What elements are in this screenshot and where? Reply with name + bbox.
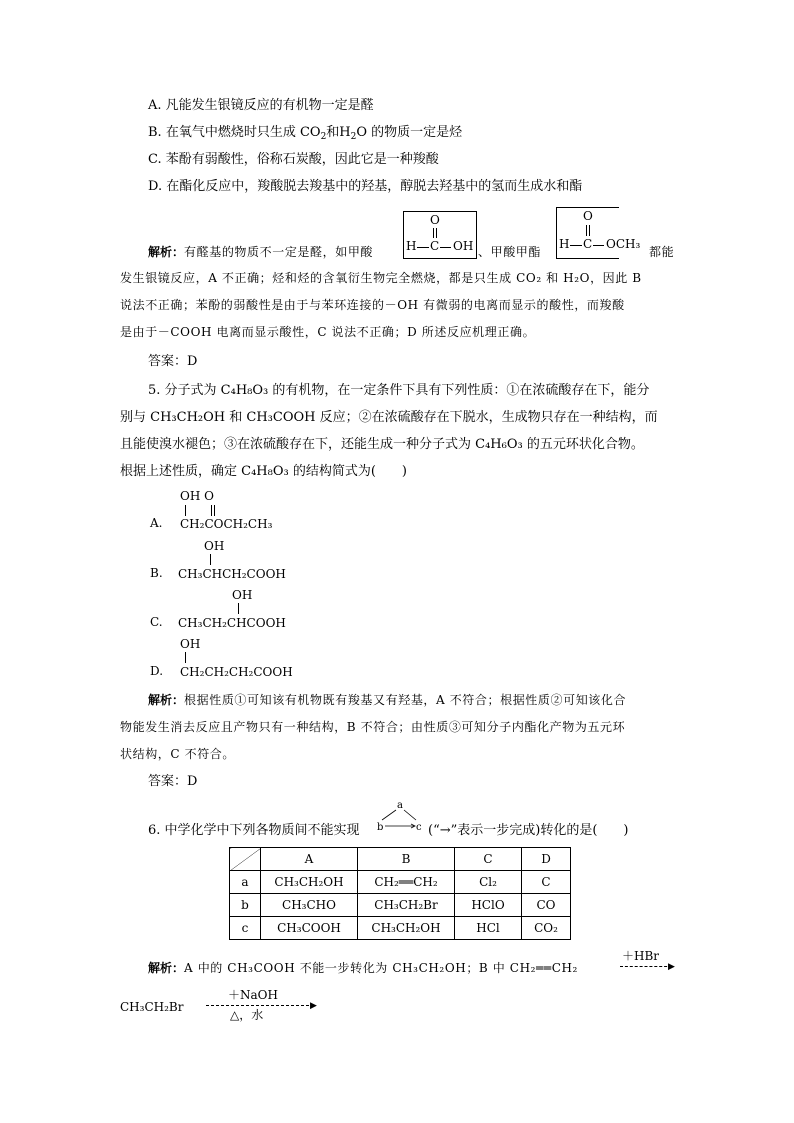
q5-analysis-line2: 物能发生消去反应且产物只有一种结构，B 不符合；由性质③可知分子内酯化产物为五元环	[120, 720, 626, 734]
q5-b-label: B.	[150, 566, 163, 580]
table-cell: CO₂	[522, 917, 571, 940]
q6-diagram-c: c	[416, 822, 422, 833]
mf-c: C	[583, 237, 593, 251]
q6-cycle-diagram	[376, 798, 424, 838]
table-cell: a	[230, 871, 261, 894]
q6-diagram-a: a	[397, 800, 403, 811]
q6-line1-post: (“→”表示一步完成)转化的是( )	[428, 823, 629, 838]
q5-analysis-label: 解析：	[148, 693, 185, 707]
q6-arrow2-head: ▶	[310, 1001, 317, 1011]
q5-answer-value: D	[187, 774, 198, 789]
table-header-cell: B	[358, 848, 455, 871]
q5-c-label: C.	[150, 615, 163, 629]
q4-analysis-line2: 发生银镜反应，A 不正确；烃和烃的含氧衍生物完全燃烧，都是只生成 CO₂ 和 H₂O，因此 B	[120, 271, 642, 285]
q4-option-b-pre: B. 在氧气中燃烧时只生成 CO	[148, 125, 321, 140]
q5-c-top: OH	[232, 588, 253, 602]
q4-analysis-line3: 说法不正确；苯酚的弱酸性是由于与苯环连接的－OH 有微弱的电离而显示的酸性，而羧酸	[120, 298, 625, 312]
q4-analysis-end: 都能	[649, 245, 675, 259]
q5-c-bond	[238, 603, 239, 614]
q5-analysis-text1: 根据性质①可知该有机物既有羧基又有羟基，A 不符合；根据性质②可知该化合	[184, 693, 627, 707]
formic-bond1	[417, 247, 429, 248]
table-header-cell: C	[455, 848, 522, 871]
mf-o: O	[583, 209, 593, 223]
q5-a-bond3	[214, 505, 215, 516]
table-cell: CH₃CH₂OH	[261, 871, 358, 894]
formic-acid-structure	[403, 211, 477, 259]
table-cell: CO	[522, 894, 571, 917]
q5-b-main: CH₃CHCH₂COOH	[178, 567, 286, 581]
q6-analysis-label: 解析：	[148, 961, 185, 975]
table-cell: Cl₂	[455, 871, 522, 894]
q5-a-bond1	[185, 505, 186, 516]
q4-option-b: B. 在氧气中燃烧时只生成 $CO_2$和$H_2O$ 的物质一定是烃	[148, 125, 463, 142]
table-cell: C	[522, 871, 571, 894]
q6-arrow2-reagent: ＋NaOH	[228, 988, 278, 1002]
q4-option-b-mid: 和H	[326, 125, 351, 140]
q6-analysis-line1	[148, 958, 578, 978]
formic-h: H	[406, 239, 417, 253]
table-row	[230, 871, 571, 894]
q6-analysis-text1: A 中的 CH₃COOH 不能一步转化为 CH₃CH₂OH；B 中 CH₂══CH₂	[184, 961, 578, 975]
q5-analysis-line3: 状结构，C 不符合。	[120, 747, 235, 761]
q4-option-d: D. 在酯化反应中，羧酸脱去羧基中的羟基，醇脱去羟基中的氢而生成水和酯	[148, 179, 583, 194]
formic-c: C	[430, 239, 440, 253]
q4-analysis-label: 解析：	[148, 245, 185, 259]
q6-line1-pre: 6. 中学化学中下列各物质间不能实现	[148, 823, 360, 838]
q4-option-a: A. 凡能发生银镜反应的有机物一定是醛	[148, 98, 374, 113]
q5-a-main: CH₂COCH₂CH₃	[180, 517, 273, 531]
q6-table	[229, 847, 571, 940]
table-cell: HCl	[455, 917, 522, 940]
q5-analysis-line1	[148, 690, 626, 710]
q5-line1: 5. 分子式为 C₄H₈O₃ 的有机物，在一定条件下具有下列性质：①在浓硫酸存在下，能分	[148, 383, 650, 398]
mf-bond1	[570, 245, 582, 246]
q5-d-bond	[185, 652, 186, 663]
q6-analysis-line2: CH₃CH₂Br	[120, 1000, 184, 1014]
q5-line4: 根据上述性质，确定 C₄H₈O₃ 的结构简式为( )	[120, 464, 407, 479]
q5-d-label: D.	[150, 664, 164, 678]
table-row	[230, 894, 571, 917]
q4-analysis-text1: 有醛基的物质不一定是醛，如甲酸	[184, 245, 374, 259]
q6-arrow1-head: ▶	[668, 962, 675, 972]
table-cell: CH₂══CH₂	[358, 871, 455, 894]
table-header-cell: A	[261, 848, 358, 871]
methyl-formate-structure	[556, 207, 641, 259]
table-cell: CH₃COOH	[261, 917, 358, 940]
mf-bond2	[593, 245, 604, 246]
q4-answer-value: D	[187, 354, 198, 369]
table-cell: CH₃CH₂OH	[358, 917, 455, 940]
formic-oh: OH	[453, 239, 474, 253]
q5-a-label: A.	[150, 516, 163, 530]
table-corner-cell	[230, 848, 261, 871]
q6-arrow-a-c	[404, 810, 416, 820]
table-cell: HClO	[455, 894, 522, 917]
q5-d-top: OH	[180, 637, 201, 651]
q5-a-top: OH O	[180, 489, 214, 503]
q4-analysis-line1	[148, 242, 373, 262]
table-cell: CH₃CHO	[261, 894, 358, 917]
formic-double-bond-l	[433, 228, 435, 238]
q5-line3: 且能使溴水褪色；③在浓硫酸存在下，还能生成一种分子式为 C₄H₆O₃ 的五元环状化合物。	[120, 437, 644, 452]
table-row	[230, 917, 571, 940]
q5-b-top: OH	[204, 539, 225, 553]
q6-diagram-b: b	[377, 822, 384, 833]
q4-answer	[148, 352, 197, 372]
mf-och3: OCH₃	[606, 237, 641, 251]
q6-arrow-b-a	[382, 810, 396, 820]
q5-d-main: CH₂CH₂CH₂COOH	[180, 665, 293, 679]
table-cell: b	[230, 894, 261, 917]
formic-double-bond-r	[436, 228, 438, 238]
mf-double-bond-l	[586, 225, 588, 236]
q6-arrow1-line	[620, 966, 672, 967]
mf-double-bond-r	[589, 225, 591, 236]
table-cell: c	[230, 917, 261, 940]
q5-b-bond	[210, 554, 211, 565]
q5-a-bond2	[211, 505, 212, 516]
q6-arrow1-reagent: ＋HBr	[622, 949, 660, 963]
table-header-cell: D	[522, 848, 571, 871]
formic-bond2	[440, 247, 451, 248]
formic-o: O	[430, 213, 440, 227]
q4-answer-label: 答案：	[148, 354, 188, 369]
q5-answer-label: 答案：	[148, 774, 188, 789]
table-cell: CH₃CH₂Br	[358, 894, 455, 917]
q5-answer	[148, 772, 197, 792]
q4-option-c: C. 苯酚有弱酸性，俗称石炭酸，因此它是一种羧酸	[148, 152, 439, 167]
mf-h: H	[559, 237, 570, 251]
q5-line2: 别与 CH₃CH₂OH 和 CH₃COOH 反应；②在浓硫酸存在下脱水，生成物只存在一种结构，而	[120, 410, 658, 425]
q4-analysis-sep: 、甲酸甲酯	[478, 245, 542, 259]
table-header-row	[230, 848, 571, 871]
q4-option-b-post: O 的物质一定是烃	[356, 125, 463, 140]
q4-analysis-line4: 是由于－COOH 电离而显示酸性，C 说法不正确；D 所述反应机理正确。	[120, 325, 536, 339]
q5-c-main: CH₃CH₂CHCOOH	[178, 616, 286, 630]
q6-arrow2-condition: △，水	[230, 1008, 264, 1022]
